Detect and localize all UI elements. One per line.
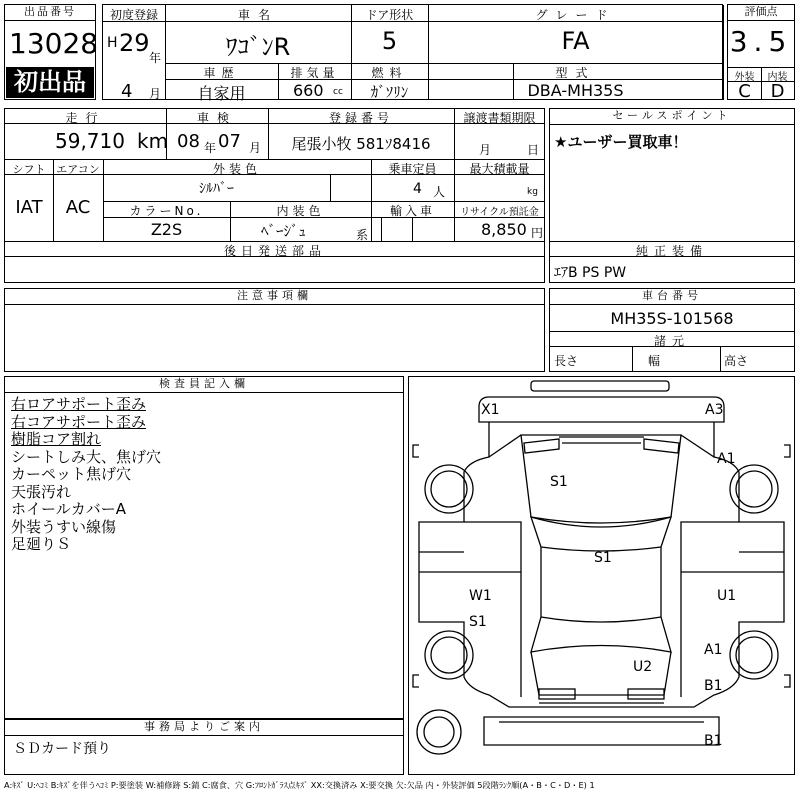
car-diagram-box xyxy=(408,376,795,775)
mark-a1-mid: A1 xyxy=(704,642,723,658)
fuel-label: 燃料 xyxy=(371,66,408,80)
load-label: 最大積載量 xyxy=(469,162,530,176)
mark-b1-rear: B1 xyxy=(704,678,723,694)
mark-a1-top: A1 xyxy=(717,451,736,467)
mileage-label: 走行 xyxy=(65,111,106,125)
spec-width: 幅 xyxy=(648,354,661,368)
car-info-box xyxy=(102,4,723,103)
ac: AC xyxy=(65,197,91,218)
lot-number: 13028 xyxy=(9,27,99,60)
caution-box xyxy=(4,288,545,372)
load-unit: kg xyxy=(527,187,538,197)
lot-label: 出品番号 xyxy=(5,5,95,21)
ac-label: エアコン xyxy=(56,163,100,176)
mark-a3: A3 xyxy=(705,402,724,418)
lot-box xyxy=(4,4,99,100)
note-line: シートしみ大、焦げ穴 xyxy=(11,447,162,466)
sales-point-box xyxy=(549,108,795,283)
note-line: 天張汚れ xyxy=(11,482,72,501)
color-no-label: カラーNo. xyxy=(129,204,204,218)
model-label: 型式 xyxy=(555,66,596,80)
mileage: 59,710 xyxy=(55,129,125,153)
displacement-label: 排気量 xyxy=(290,66,339,80)
capacity-label: 乗車定員 xyxy=(388,162,437,176)
recycle-unit: 円 xyxy=(531,226,544,240)
chassis-number: MH35S-101568 xyxy=(610,309,734,328)
caution-label: 注意事項欄 xyxy=(5,289,544,305)
exterior-label: 外装 xyxy=(734,72,755,83)
score-label: 評価点 xyxy=(728,5,794,21)
door-label: ドア形状 xyxy=(365,8,414,22)
color-no: Z2S xyxy=(150,220,183,239)
first-listing-badge: 初出品 xyxy=(6,67,94,98)
mark-s1-left: S1 xyxy=(469,614,487,630)
shift: IAT xyxy=(15,197,43,218)
model: DBA-MH35S xyxy=(527,81,624,100)
chassis-box xyxy=(549,288,795,372)
car-name: ﾜｺﾞﾝR xyxy=(225,33,291,61)
mark-u1: U1 xyxy=(717,588,737,604)
note-line: 右ロアサポート歪み xyxy=(11,395,147,413)
year-unit: 年 xyxy=(149,51,162,65)
mark-x1: X1 xyxy=(481,402,500,418)
sales-point-text: ★ユーザー買取車！ xyxy=(554,133,688,151)
grade-label: グレード xyxy=(535,8,616,22)
inspection-year: 08 xyxy=(177,131,200,152)
chassis-label: 車台番号 xyxy=(550,289,794,305)
mark-u2: U2 xyxy=(633,659,653,675)
history: 自家用 xyxy=(197,84,246,103)
inspection-month-unit: 月 xyxy=(249,141,262,155)
displacement: 660 xyxy=(293,81,324,100)
grade: FA xyxy=(561,27,590,55)
spec-length: 長さ xyxy=(554,354,579,368)
note-line: 外装うすい線傷 xyxy=(11,517,117,536)
history-label: 車歴 xyxy=(203,66,240,80)
office-box xyxy=(4,719,404,775)
transfer-day-unit: 日 xyxy=(527,143,540,157)
score-box xyxy=(727,4,795,100)
car-diagram xyxy=(409,377,794,774)
legend: A:ｷｽﾞ U:ﾍｺﾐ B:ｷｽﾞを伴うﾍｺﾐ P:要塗装 W:補修跡 S:錆 C:腐食、穴 G:ﾌﾛﾝﾄｶﾞﾗｽ点ｷｽﾞ XX:交換済み X:要交換 欠:欠品 内・外装評価 5段階ﾗﾝｸ順(A・B・C・D・E) 1 xyxy=(4,780,595,790)
office-label: 事務局よりご案内 xyxy=(5,720,403,736)
plate: 尾張小牧 581ｿ8416 xyxy=(291,135,431,153)
inspector-label: 検査員記入欄 xyxy=(5,377,403,393)
first-reg-label: 初度登録 xyxy=(109,8,158,22)
era: H xyxy=(107,35,118,51)
interior-grade: D xyxy=(770,81,785,102)
shift-label: シフト xyxy=(12,163,46,176)
interior-color-suffix: 系 xyxy=(356,228,369,242)
capacity-unit: 人 xyxy=(433,185,446,199)
mark-b1-bottom: B1 xyxy=(704,733,723,749)
interior-label: 内装 xyxy=(767,72,788,83)
plate-label: 登録番号 xyxy=(328,111,393,125)
inspection-label: 車検 xyxy=(196,111,237,125)
inspection-month: 07 xyxy=(218,131,241,152)
first-reg-year: 29 xyxy=(119,29,150,57)
capacity: 4 xyxy=(413,181,422,197)
note-line: 右コアサポート歪み xyxy=(11,412,147,431)
mileage-unit: km xyxy=(137,129,169,153)
note-line: ホイールカバーA xyxy=(11,500,126,518)
interior-color: ﾍﾞｰｼﾞｭ xyxy=(261,222,307,240)
equipment-text: ｴｱB PS PW xyxy=(554,265,627,281)
note-line: カーペット焦げ穴 xyxy=(11,465,132,483)
first-reg-month: 4 xyxy=(121,81,133,102)
note-line: 足廻りＳ xyxy=(11,535,72,553)
later-parts-label: 後日発送部品 xyxy=(223,244,326,258)
transfer-month-unit: 月 xyxy=(479,143,492,157)
office-text: ＳＤカード預り xyxy=(13,741,111,757)
doors: 5 xyxy=(381,27,398,55)
recycle: 8,850 xyxy=(481,220,527,239)
transfer-label: 譲渡書類期限 xyxy=(463,111,536,125)
exterior-grade: C xyxy=(738,81,751,102)
specs-label: 諸元 xyxy=(653,334,690,348)
interior-color-label: 内装色 xyxy=(276,204,325,218)
mark-w1: W1 xyxy=(469,588,492,604)
details-box xyxy=(4,108,545,283)
mark-s1-hood: S1 xyxy=(550,474,568,490)
import-label: 輸入車 xyxy=(389,204,435,218)
spec-height: 高さ xyxy=(724,354,749,368)
inspection-year-unit: 年 xyxy=(204,141,217,155)
sales-point-label: セールスポイント xyxy=(550,109,794,125)
equipment-label: 純正装備 xyxy=(635,244,708,258)
recycle-label: リサイクル預託金 xyxy=(460,207,539,218)
note-line: 樹脂コア割れ xyxy=(11,430,102,448)
month-unit: 月 xyxy=(149,87,162,101)
exterior-color: ｼﾙﾊﾞｰ xyxy=(199,181,234,197)
mark-s1-center: S1 xyxy=(594,550,612,566)
fuel: ｶﾞｿﾘﾝ xyxy=(370,83,409,101)
score: 3.5 xyxy=(729,25,793,58)
color-label: 外装色 xyxy=(212,162,261,176)
car-name-label: 車名 xyxy=(237,8,278,22)
inspector-notes xyxy=(11,396,161,554)
displacement-unit: cc xyxy=(333,87,343,97)
inspector-box xyxy=(4,376,404,719)
